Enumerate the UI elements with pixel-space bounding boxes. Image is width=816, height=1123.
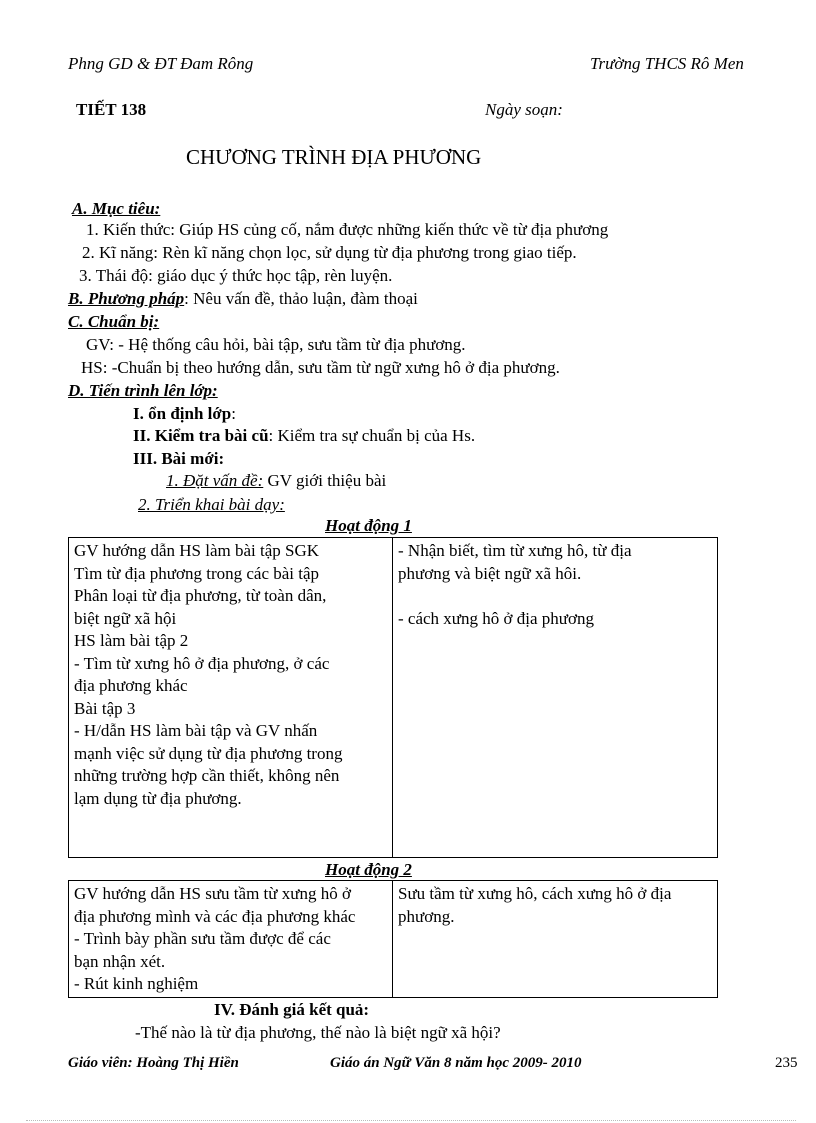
activity-1-teacher-line: GV hướng dẫn HS làm bài tập SGK <box>74 541 320 560</box>
step-2 <box>133 425 475 447</box>
activity-1-teacher-line: Tìm từ địa phương trong các bài tập <box>74 563 320 583</box>
activity-1-table <box>68 537 718 858</box>
step-1 <box>133 403 236 425</box>
activity-2-teacher-line: địa phương mình và các địa phương khác <box>74 906 356 926</box>
sub-step-2-label: 2. Triển khai bài dạy: <box>138 495 285 514</box>
section-c-item-gv: GV: - Hệ thống câu hỏi, bài tập, sưu tầm từ địa phương. <box>86 335 466 354</box>
activity-1-teacher-line: - H/dẫn HS làm bài tập và GV nhấn <box>74 721 318 740</box>
header-right: Trường THCS Rô Men <box>590 54 744 73</box>
activity-2-teacher-line: - Trình bày phần sưu tầm được để các <box>74 929 331 948</box>
activity-2-teacher-line: GV hướng dẫn HS sưu tầm từ xưng hô ở <box>74 884 351 903</box>
activity-1-student-line <box>398 585 711 608</box>
section-b-heading: B. Phương pháp <box>68 289 185 308</box>
activity-1-teacher-line: Bài tập 3 <box>74 698 136 718</box>
section-b-text: : Nêu vấn đề, thảo luận, đàm thoại <box>184 289 418 308</box>
sub-step-1-text: GV giới thiệu bài <box>263 471 387 490</box>
step-1-text: : <box>231 404 236 423</box>
activity-1-student-line: phương và biệt ngữ xã hôi. <box>398 563 582 583</box>
activity-1-student-line: - Nhận biết, tìm từ xưng hô, từ địa <box>398 541 632 560</box>
activity-1-teacher-line: những trường hợp cần thiết, không nên <box>74 766 340 785</box>
activity-2-heading: Hoạt động 2 <box>325 860 412 879</box>
activity-1-teacher-line: Phân loại từ địa phương, từ toàn dân, <box>74 586 327 605</box>
sub-step-1 <box>166 470 386 492</box>
activity-1-teacher-cell <box>69 538 393 858</box>
footer-plan: Giáo án Ngữ Văn 8 năm học 2009- 2010 <box>330 1055 582 1071</box>
section-a-heading: A. Mục tiêu: <box>72 199 161 218</box>
page-number: 235 <box>775 1055 798 1071</box>
header-left: Phng GD & ĐT Đam Rông <box>68 54 254 73</box>
activity-1-teacher-line: mạnh việc sử dụng từ địa phương trong <box>74 743 343 763</box>
evaluation-question: -Thế nào là từ địa phương, thế nào là biệt ngữ xã hội? <box>135 1023 501 1042</box>
activity-2-student-line: phương. <box>398 906 455 926</box>
activity-2-table <box>68 880 718 998</box>
date-label: Ngày soạn: <box>485 100 563 119</box>
activity-2-student-line: Sưu tầm từ xưng hô, cách xưng hô ở địa <box>398 884 672 903</box>
activity-2-teacher-line: bạn nhận xét. <box>74 951 166 971</box>
step-2-text: : Kiểm tra sự chuẩn bị của Hs. <box>268 426 476 445</box>
activity-1-heading: Hoạt động 1 <box>325 516 412 535</box>
section-a-item-3: 3. Thái độ: giáo dục ý thức học tập, rèn luyện. <box>79 266 393 285</box>
footer-teacher: Giáo viên: Hoàng Thị Hiền <box>68 1055 239 1071</box>
section-c-heading: C. Chuẩn bị: <box>68 312 160 331</box>
section-c-item-hs: HS: -Chuẩn bị theo hướng dẫn, sưu tầm từ ngữ xưng hô ở địa phương. <box>81 358 560 377</box>
activity-1-teacher-line: địa phương khác <box>74 676 188 695</box>
step-3-label: III. Bài mới: <box>133 449 225 468</box>
evaluation-heading: IV. Đánh giá kết quả: <box>214 1000 370 1019</box>
activity-1-student-cell <box>393 538 718 858</box>
page-bottom-divider <box>26 1120 796 1121</box>
activity-1-student-line: - cách xưng hô ở địa phương <box>398 608 594 628</box>
step-1-label: I. ổn định lớp <box>133 404 232 423</box>
activity-1-teacher-line: - Tìm từ xưng hô ở địa phương, ở các <box>74 653 330 673</box>
activity-2-teacher-line: - Rút kinh nghiệm <box>74 974 199 993</box>
section-a-item-1: 1. Kiến thức: Giúp HS củng cố, nắm được những kiến thức về từ địa phương <box>86 220 609 239</box>
activity-2-teacher-cell <box>69 881 393 998</box>
activity-1-teacher-line: HS làm bài tập 2 <box>74 631 189 650</box>
activity-1-teacher-line: biệt ngữ xã hội <box>74 608 177 628</box>
section-a-item-2: 2. Kĩ năng: Rèn kĩ năng chọn lọc, sử dụng từ địa phương trong giao tiếp. <box>82 243 577 262</box>
section-b <box>68 288 418 310</box>
page-title: CHƯƠNG TRÌNH ĐỊA PHƯƠNG <box>186 145 482 169</box>
sub-step-1-label: 1. Đặt vấn đề: <box>166 471 264 490</box>
activity-1-teacher-line: lạm dụng từ địa phương. <box>74 788 242 808</box>
activity-2-student-cell <box>393 881 718 998</box>
lesson-number: TIẾT 138 <box>76 100 147 119</box>
section-d-heading: D. Tiến trình lên lớp: <box>68 381 218 400</box>
step-2-label: II. Kiểm tra bài cũ <box>133 426 269 445</box>
